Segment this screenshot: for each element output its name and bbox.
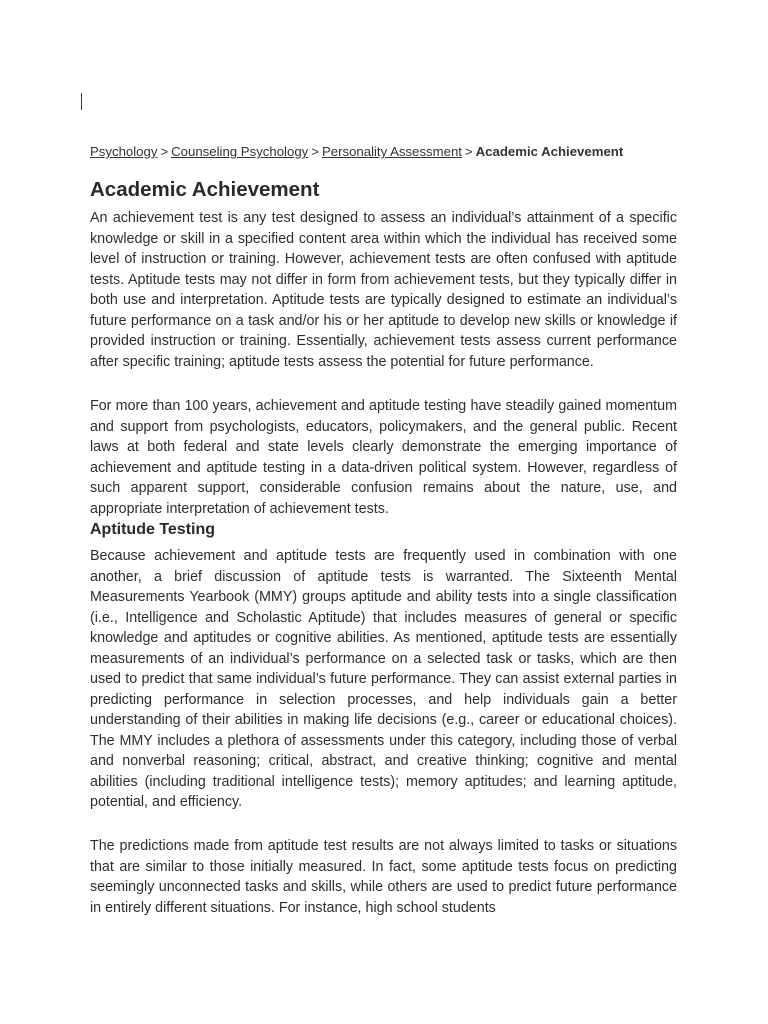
breadcrumb-separator: > (311, 144, 319, 159)
breadcrumb (90, 144, 677, 160)
breadcrumb-link-personality-assessment[interactable]: Personality Assessment (321, 144, 462, 159)
page-title: Academic Achievement (90, 178, 320, 201)
breadcrumb-current: Academic Achievement (475, 144, 624, 159)
article-paragraph: For more than 100 years, achievement and aptitude testing have steadily gained momentum and support from psychologists, educators, policymakers, and the general public. Recent laws at both federal and state levels clearly demonstrate the emerging importance of achievement and aptitude testing in a data-driven political system. However, regardless of such apparent support, considerable confusion remains about the nature, use, and appropriate interpretation of achievement tests. (90, 398, 677, 517)
section-paragraph: Because achievement and aptitude tests are frequently used in combination with one another, a brief discussion of aptitude tests is warranted. The Sixteenth Mental Measurements Yearbook (MMY) groups aptitude and ability tests into a single classification (i.e., Intelligence and Scholastic Aptitude) that includes measures of general or specific knowledge and aptitudes or cognitive abilities. As mentioned, aptitude tests are essentially measurements of an individual’s performance on a selected task or tasks, which are then used to predict that same individual’s future performance. They can assist external parties in predicting performance in selection processes, and help individuals gain a better understanding of their abilities in making life decisions (e.g., career or educational choices). The MMY includes a plethora of assessments under this category, including those of verbal and nonverbal reasoning; critical, abstract, and creative thinking; cognitive and mental abilities (including traditional intelligence tests); memory aptitudes; and learning aptitude, potential, and efficiency. (90, 548, 677, 810)
article-paragraph: An achievement test is any test designed to assess an individual’s attainment of a specific knowledge or skill in a specified content area within which the individual has received some level of instruction or training. However, achievement tests are often confused with aptitude tests. Aptitude tests may not differ in form from achievement tests, but they typically differ in both use and interpretation. Aptitude tests are typically designed to estimate an individual’s future performance on a task and/or his or her aptitude to develop new skills or knowledge if provided instruction or training. Essentially, achievement tests assess current performance after specific training; aptitude tests assess the potential for future performance. (90, 210, 677, 370)
breadcrumb-link-counseling-psychology[interactable]: Counseling Psychology (171, 144, 309, 159)
section-heading: Aptitude Testing (90, 521, 216, 538)
text-cursor (81, 93, 82, 110)
section-paragraph: The predictions made from aptitude test results are not always limited to tasks or situations that are similar to those initially measured. In fact, some aptitude tests focus on predicting seemingly unconnected tasks and skills, while others are used to predict future performance in entirely different situations. For instance, high school students (90, 838, 677, 916)
breadcrumb-separator: > (160, 144, 169, 159)
breadcrumb-separator: > (464, 144, 473, 159)
breadcrumb-link-psychology[interactable]: Psychology (90, 144, 158, 159)
